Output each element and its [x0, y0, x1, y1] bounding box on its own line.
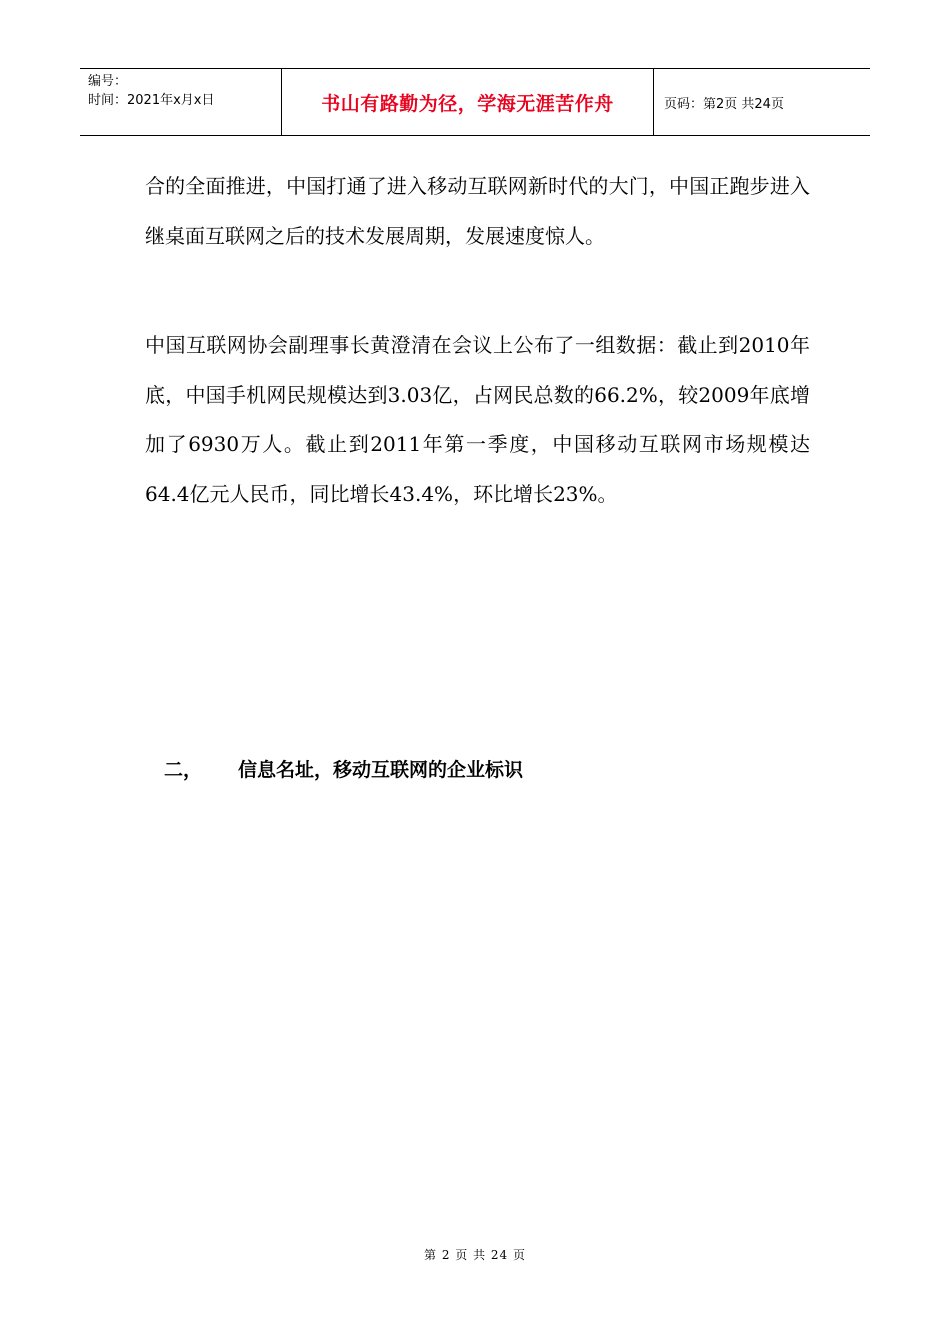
page-footer: 第 2 页 共 24 页 — [424, 1248, 526, 1262]
header-meta — [80, 69, 281, 135]
page-header — [80, 68, 870, 136]
document-body — [145, 162, 810, 519]
paragraph: 中国互联网协会副理事长黄澄清在会议上公布了一组数据：截止到2010年底，中国手机网民规模达到3.03亿，占网民总数的66.2%，较2009年底增加了6930万人。截止到2011年第一季度，中国移动互联网市场规模达64.4亿元人民币，同比增长43.4%，环比增长23%。 — [145, 333, 810, 506]
section-title: 信息名址，移动互联网的企业标识 — [238, 759, 524, 781]
paragraph: 合的全面推进，中国打通了进入移动互联网新时代的大门，中国正跑步进入继桌面互联网之后的技术发展周期，发展速度惊人。 — [145, 174, 810, 248]
section-heading — [164, 755, 523, 782]
section-number: 二， — [164, 759, 203, 781]
page-info-text: 页码：第2页 共24页 — [664, 96, 784, 112]
header-page-info — [654, 69, 870, 135]
header-motto-cell — [281, 69, 654, 135]
date-line: 时间：2021年x月x日 — [88, 93, 215, 108]
serial-label: 编号： — [88, 74, 128, 89]
motto-text: 书山有路勤为径，学海无涯苦作舟 — [321, 92, 614, 115]
